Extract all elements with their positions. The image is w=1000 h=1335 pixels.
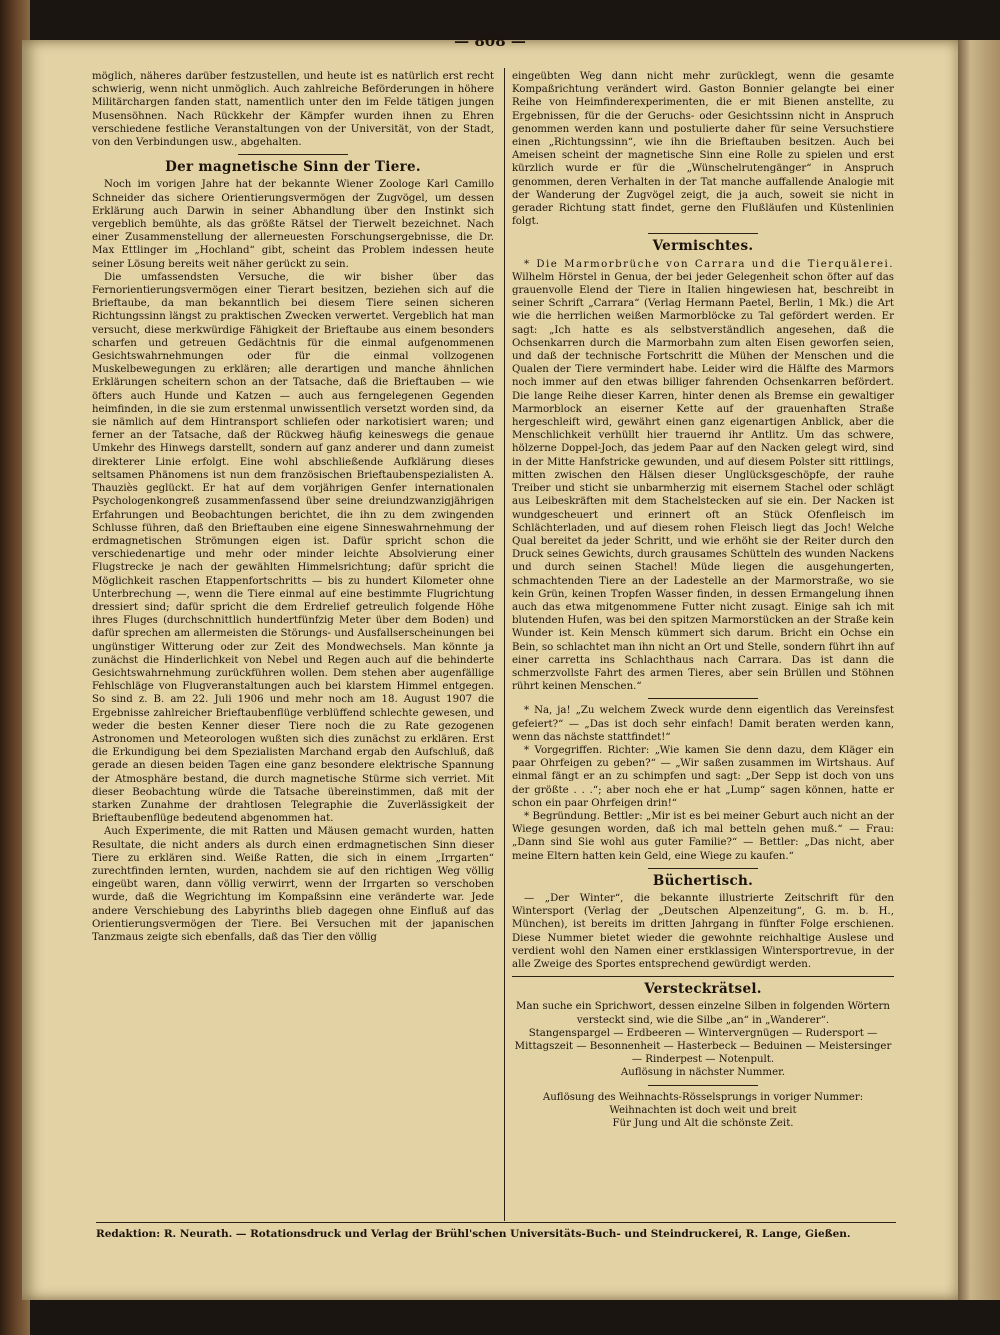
footer-rule (96, 1222, 896, 1223)
divider (238, 154, 348, 155)
article-paragraph: Auch Experimente, die mit Ratten und Mäusen gemacht wurden, hatten Resultate, die nicht anders als durch einen erdmagnetischen Sinn dieser Tiere zu erklären sind. Weiße Ratten, die sich in einem „Irrgarten“ zurechtfinden lernten, wurden, nachdem sie auf den richtigen Weg völlig eingeübt waren, dann völlig verwirrt, wenn der Irrgarten so verschoben wurde, daß die Wegrichtung im Kompaßsinn eine veränderte war. Jede andere Verschiebung des Labyrinths blieb dagegen ohne Einfluß auf das Orientierungsvermögen der Tiere. Bei Versuchen mit der japanischen Tanzmaus zeigte sich ebenfalls, daß das Tier den völlig (92, 826, 494, 943)
misc-item: * Vorgegriffen. Richter: „Wie kamen Sie denn dazu, dem Kläger ein paar Ohrfeigen zu geben?“ — „Wir saßen zusammen im Wirtshaus. Auf einmal fängt er an zu schimpfen und sagt: „Der Sepp ist doch von uns der größte . . .“; aber noch ehe er hat „Lump“ sagen können, hatte er schon ein paar Ohrfeigen drin!“ (512, 744, 894, 809)
divider (648, 1085, 758, 1086)
article-paragraph: Die umfassendsten Versuche, die wir bisher über das Fernorientierungsvermögen einer Tierart besitzen, beziehen sich auf die Brieftaube, da man bekanntlich bei diesem Tiere seinen sicheren Richtungssinn längst zu praktischen Zwecken verwertet. Vergeblich hat man versucht, diese merkwürdige Fähigkeit der Brieftaube aus einem besonders scharfen und getreuen Gedächtnis für die einmal aufgenommenen Gesichtswahrnehmungen oder für die einmal vollzogenen Muskelbewegungen zu erklären; alle derartigen und manche ähnlichen Erklärungen scheitern schon an der Tatsache, daß die Brieftauben — wie öfters auch Hunde und Katzen — auch aus ferngelegenen Gegenden heimfinden, in die sie zum erstenmal unwissentlich versetzt worden sind, da sie nämlich auf dem Hintransport schliefen oder narkotisiert waren; und ferner an der Tatsache, daß der Rückweg häufig keineswegs die genaue Umkehr des Hinwegs darstellt, sondern auf ganz anderer und dann zumeist direkterer Linie erfolgt. Eine wohl abschließende Aufklärung dieses seltsamen Phänomens ist nun dem französischen Brieftaubenspezialisten A. Thauziès geglückt. Er hat auf dem vorjährigen Genfer internationalen Psychologenkongreß zusammenfassend über seine dreiundzwanzigjährigen Erfahrungen und Beobachtungen berichtet, die ihn zu dem zwingenden Schlusse führen, daß den Brieftauben eine eigene Sinneswahrnehmung der erdmagnetischen Strömungen eigen ist. Dafür spricht schon die verschiedenartige und mehr oder minder leichte Absolvierung einer Flugstrecke je nach der gewählten Himmelsrichtung; dafür spricht die Möglichkeit raschen Etappenfortschritts — bis zu hundert Kilometer ohne Unterbrechung —, wenn die Tiere einmal auf eine bestimmte Flugrichtung dressiert sind; dafür spricht die dem Erdrelief getreulich folgende Höhe ihres Fluges (durchschnittlich hundertfünfzig Meter über dem Boden) und dafür sprechen am allermeisten die Störungs- und Ausfallserscheinungen bei ungünstiger Witterung oder zur Zeit des Mondwechsels. Man könnte ja zunächst die Hinderlichkeit von Nebel und Regen auch auf die behinderte Gesichtswahrnehmung zurückführen wollen. Dem stehen aber augenfällige Fehlschläge von Flugveranstaltungen auch bei klarstem Himmel entgegen. So sind z. B. am 22. Juli 1906 und mehr noch am 18. August 1907 die Ergebnisse zahlreicher Brieftaubenflüge verblüffend schlechte gewesen, und weder die besten Kenner dieser Tiere noch die zu Rate gezogenen Astronomen und Meteorologen wußten sich dies zunächst zu erklären. Erst die Erkundigung bei dem Spezialisten Marchand ergab den Aufschluß, daß gerade an diesen beiden Tagen eine ganz besondere elektrische Spannung der Atmosphäre bestand, die durch magnetische Stürme sich verriet. Mit dieser Beobachtung würde die Tatsache übereinstimmen, daß mit der starken Zunahme der drahtlosen Telegraphie die Zuverlässigkeit der Brieftaubenflüge bedeutend abgenommen hat. (92, 271, 494, 825)
misc-item: * Na, ja! „Zu welchem Zweck wurde denn eigentlich das Vereinsfest gefeiert?“ — „Das ist doch sehr einfach! Damit beraten werden kann, wenn das nächste stattfindet!“ (512, 705, 894, 743)
books-heading: Büchertisch. (652, 872, 754, 889)
article-continuation: eingeübten Weg dann nicht mehr zurücklegt, wenn die gesamte Kompaßrichtung verändert wird. Gaston Bonnier gelangte bei einer Reihe von Heimfinderexperimenten, die er mit Bienen anstellte, zu Ergebnissen, für die der Geruchs- oder Gesichtssinn nicht in Anspruch genommen werden kann und postulierte daher für seine Versuchstiere einen „Richtungssinn“, wie ihn die Brieftauben besitzen. Auch bei Ameisen scheint der magnetische Sinn eine Rolle zu spielen und erst kürzlich wurde er für die „Wünschelrutengänger“ in Anspruch genommen, deren Verhalten in der Tat manche auffallende Analogie mit der Wanderung der Zugvögel zeigt, die ja auch, soweit sie nicht in gerader Richtung statt findet, gerne den Flußläufen und Küstenlinien folgt. (512, 71, 894, 228)
misc-item-body: Wilhelm Hörstel in Genua, der bei jeder Gelegenheit schon öfter auf das grauenvolle Elend der Tiere in Italien hingewiesen hat, beschreibt in seiner Schrift „Carrara“ (Verlag Hermann Paetel, Berlin, 1 Mk.) die Art wie die herrlichen weißen Marmorblöcke zu Tal gefördert werden. Er sagt: „Ich hatte es als selbstverständlich angesehen, daß die Ochsenkarren durch die Marmorbahn zum alten Eisen geworfen seien, und daß der technische Fortschritt die Mühen der Menschen und die Qualen der Tiere vermindert habe. Leider wird die Hälfte des Marmors noch immer auf den etwas billiger fahrenden Ochsenkarren befördert. Die lange Reihe dieser Karren, hinter denen als Bremse ein gewaltiger Marmorblock an eiserner Kette auf der grauenhaften Straße hergeschleift wird, gewährt einen ganz eigenartigen Anblick, aber die Menschlichkeit verhüllt hier trauernd ihr Antlitz. Um das schwere, hölzerne Doppel-Joch, das jedem Paar auf den Nacken gelegt wird, sind in der Mitte Hanfstricke gewunden, und auf diesem Polster sitt rittlings, mitten zwischen den Hälsen dieser Unglücksgeschöpfe, der rauhe Treiber und sticht sie unbarmherzig mit eisernem Stachel oder schlägt aus Leibeskräften mit dem Stachelstecken auf sie ein. Der Nacken ist wundgescheuert und erinnert oft an Stück Ofenfleisch im Schlächterladen, und auf diesem rohen Fleisch liegt das Joch! Welche Qual bereitet da jeder Schritt, und wie erhöht sie der Reiter durch den Druck seines Gewichts, durch grausames Schütteln des wunden Nackens und durch seinen Stachel! Müde liegen die ausgehungerten, schmachtenden Tiere an der Ladestelle an der Marmorstraße, wo sie kein Grün, keinen Tropfen Wasser finden, in dessen Ermangelung ihnen auch das etwa mitgenommene Futter nicht zusagt. Einige sah ich mit blutenden Hufen, was bei den spitzen Marmorstücken an der Straße kein Wunder ist. Kein Mensch kümmert sich darum. Bricht ein Ochse ein Bein, so schlachtet man ihn nicht an Ort und Stelle, sondern führt ihn auf einer carretta ins Schlachthaus nach Carrara. Das ist dann die schmerzvollste Fahrt des armen Tieres, aber sein Brüllen und Stöhnen rührt keinen Menschen.“ (512, 271, 894, 693)
article-paragraph: Noch im vorigen Jahre hat der bekannte Wiener Zoologe Karl Camillo Schneider das sichere Orientierungsvermögen der Zugvögel, um dessen Erklärung auch Darwin in seiner Abhandlung über den Instinkt sich vergeblich bemühte, als das größte Rätsel der Tierwelt bezeichnet. Nach einer Zusammenstellung der allerneuesten Forschungsergebnisse, die Dr. Max Ettlinger im „Hochland“ gibt, scheint das Problem indessen heute seiner Lösung bereits weit näher gerückt zu sein. (92, 179, 494, 270)
article-heading: Der magnetische Sinn der Tiere. (165, 159, 421, 176)
page-number: — 808 — (454, 32, 526, 50)
misc-item (512, 258, 894, 694)
divider (648, 868, 758, 869)
miscellany-heading: Vermischtes. (652, 238, 754, 255)
next-page-edge (958, 40, 1000, 1300)
column-divider (504, 68, 505, 1221)
solution-line: Weihnachten ist doch weit und breit (609, 1104, 797, 1116)
book-notice: — „Der Winter“, die bekannte illustrierte Zeitschrift für den Wintersport (Verlag der „Deutschen Alpenzeitung“, G. m. b. H., München), ist bereits im dritten Jahrgang in fünfter Folge erschienen. Diese Nummer bietet wieder die gewohnte reichhaltige Auslese und verdient wohl den Namen einer erstklassigen Wintersportrevue, in der alle Zweige des Sportes entsprechend gewürdigt werden. (512, 892, 894, 970)
solution-line: Für Jung und Alt die schönste Zeit. (612, 1118, 794, 1130)
right-column (512, 70, 894, 1130)
left-column (92, 70, 494, 944)
divider (648, 233, 758, 234)
misc-item-title: * Die Marmorbrüche von Carrara und die Tierquälerei. (524, 258, 894, 270)
riddle-words: Stangenspargel — Erdbeeren — Wintervergnügen — Rudersport — Mittagszeit — Besonnenheit — Hasterbeck — Beduinen — Meistersinger — Rinderpest — Notenpult. (514, 1027, 892, 1066)
solution-title: Auflösung des Weihnachts-Rösselsprungs in voriger Nummer: (542, 1091, 864, 1103)
riddle-instructions: Man suche ein Sprichwort, dessen einzelne Silben in folgenden Wörtern versteckt sind, wie die Silbe „an“ in „Wanderer“. (516, 1001, 890, 1026)
misc-item: * Begründung. Bettler: „Mir ist es bei meiner Geburt auch nicht an der Wiege gesungen worden, daß ich mal betteln gehen muß.“ — Frau: „Dann sind Sie wohl aus guter Familie?“ — Bettler: „Das nicht, aber meine Eltern hatten kein Geld, eine Wiege zu kaufen.“ (512, 810, 894, 862)
divider (512, 976, 894, 977)
divider (648, 698, 758, 699)
intro-paragraph: möglich, näheres darüber festzustellen, und heute ist es natürlich erst recht schwierig, wenn nicht unmöglich. Auch zahlreiche Beförderungen in höhere Militärchargen fanden statt, namentlich unter den im Felde tätigen jungen Musensöhnen. Nach Rückkehr der Kämpfer wurden ihnen zu Ehren verschiedene festliche Veranstaltungen von der Universität, von der Stadt, von den Verbindungen usw., abgehalten. (92, 71, 494, 149)
riddle-heading: Versteckrätsel. (644, 981, 762, 998)
riddle-solution-note: Auflösung in nächster Nummer. (620, 1067, 786, 1079)
imprint-footer: Redaktion: R. Neurath. — Rotationsdruck und Verlag der Brühl'schen Universitäts-Buch- und Steindruckerei, R. Lange, Gießen. (96, 1228, 851, 1240)
